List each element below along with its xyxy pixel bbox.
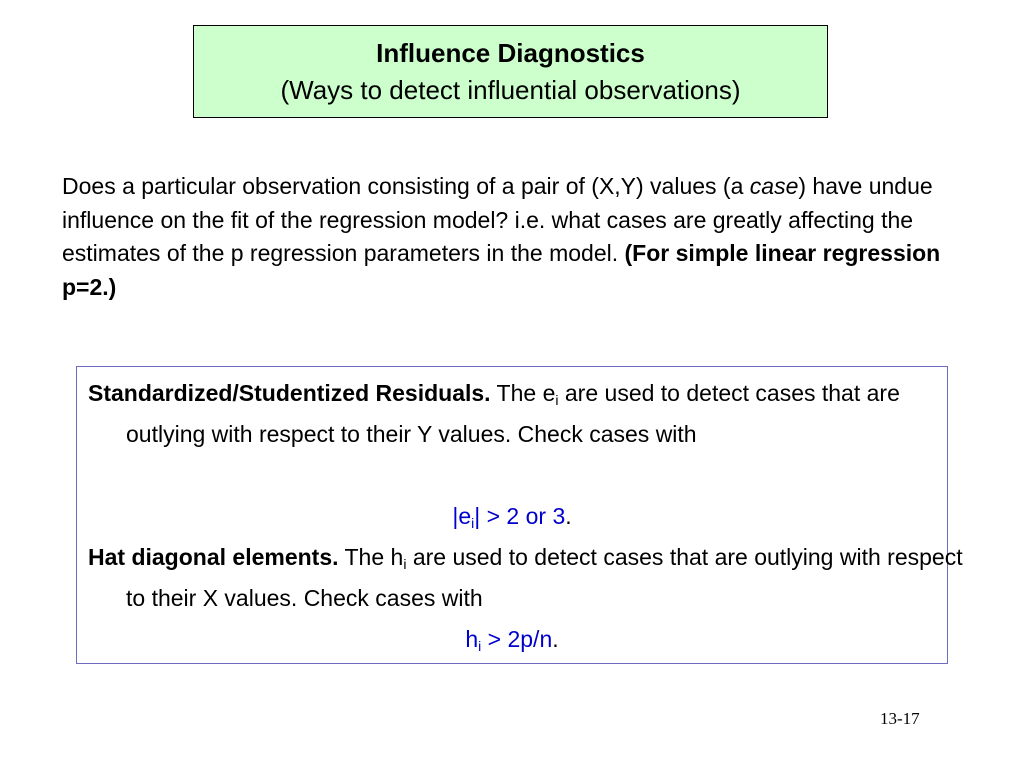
diagnostics-box (76, 366, 963, 664)
intro-text-1: Does a particular observation consisting of a pair of (X,Y) values (a (62, 173, 750, 199)
intro-paragraph (62, 170, 982, 304)
residuals-heading: Standardized/Studentized Residuals. (88, 380, 491, 406)
hat-criterion (77, 619, 947, 660)
residuals-text-1: The e (490, 380, 556, 406)
residuals-criterion-end: . (565, 503, 572, 529)
hat-criterion-sub: i (478, 638, 482, 654)
hat-criterion-end: . (552, 626, 559, 652)
residuals-paragraph (88, 373, 976, 455)
residuals-text-2: are used to detect cases that are outlying with respect to their Y values. Check cases with (126, 380, 900, 447)
residuals-criterion-post: | > 2 or 3 (474, 503, 566, 529)
hat-text-1: The h (338, 544, 404, 570)
slide-title: Influence Diagnostics (376, 38, 645, 68)
hat-sym-sub: i (403, 556, 407, 572)
residuals-sym-sub: i (555, 392, 559, 408)
slide-subtitle: (Ways to detect influential observations) (280, 75, 741, 105)
hat-criterion-post: > 2p/n (481, 626, 553, 652)
hat-heading: Hat diagonal elements. (88, 544, 339, 570)
residuals-criterion-sub: i (471, 515, 475, 531)
intro-text-2: ) have undue influence on the fit of the regression model? i.e. what cases are greatly affecting the estimates of the p regression parameters in the model. (62, 173, 933, 266)
title-box (193, 25, 828, 118)
page-number: 13-17 (880, 709, 920, 728)
hat-paragraph (88, 537, 976, 619)
residuals-criterion-pre: |e (452, 503, 472, 529)
hat-text-2: are used to detect cases that are outlying with respect to their X values. Check cases with (126, 544, 963, 611)
residuals-criterion (77, 496, 947, 537)
intro-bold-note: (For simple linear regression p=2.) (62, 240, 941, 300)
hat-criterion-pre: h (465, 626, 479, 652)
intro-case-word: case (749, 173, 799, 199)
